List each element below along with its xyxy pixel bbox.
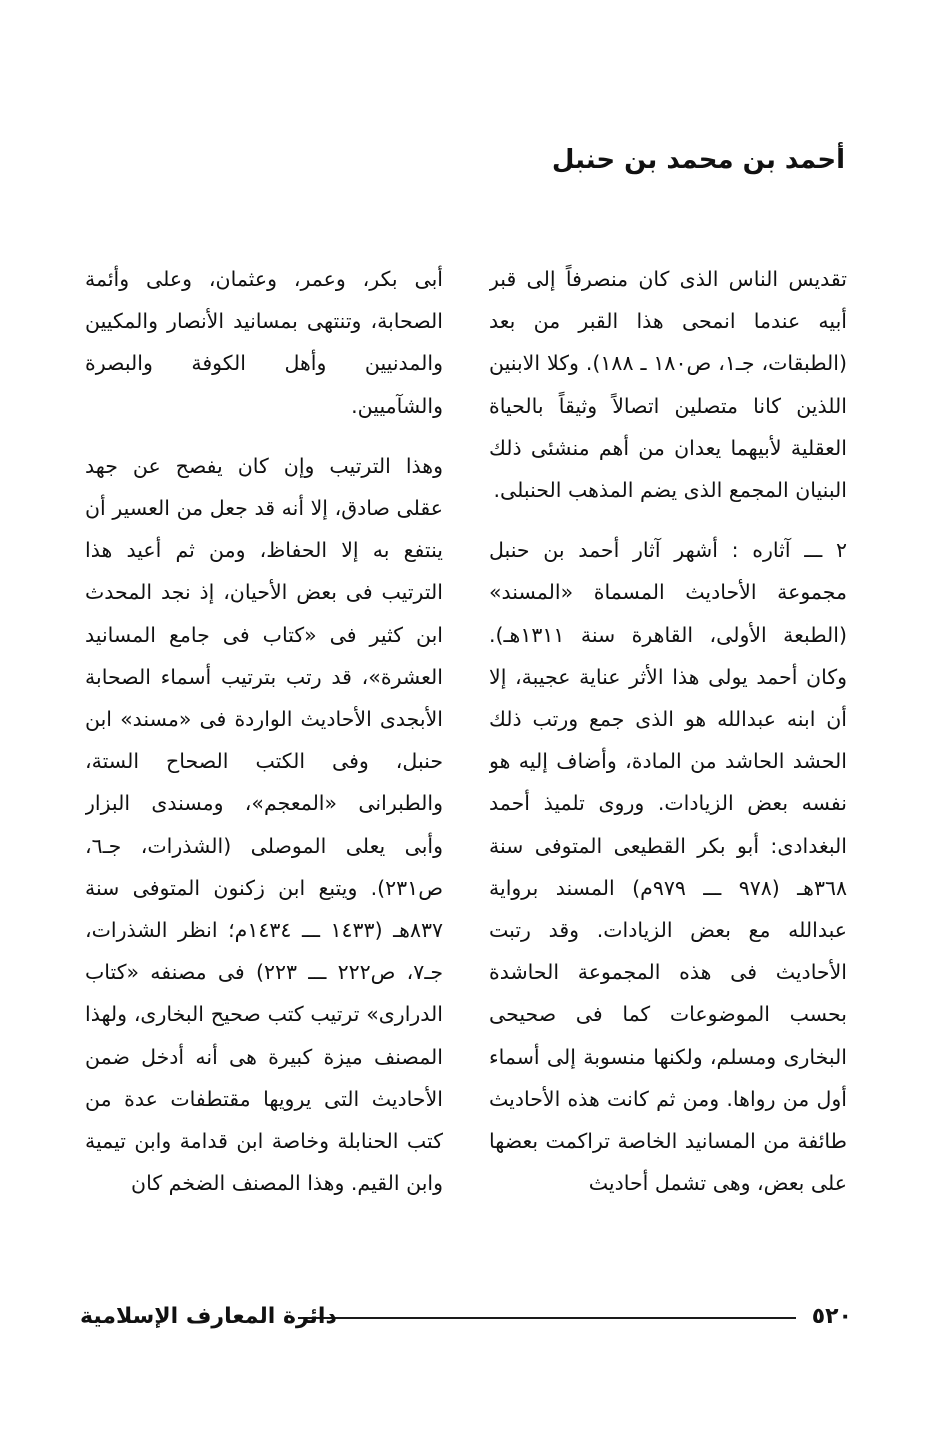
paragraph: تقديس الناس الذى كان منصرفاً إلى قبر أبيه عندما انمحى هذا القبر من بعد (الطبقات، جـ١، ص١٨٠ ـ ١٨٨). وكلا الابنين اللذين كانا متصلين اتصالاً وثيقاً بالحياة العقلية لأبيهما يعدان من أهم منشئى ذلك البنيان المجمع الذى يضم المذهب الحنبلى. <box>489 267 847 503</box>
page-number: ٥٢٠ <box>811 1304 852 1329</box>
paragraph: وهذا الترتيب وإن كان يفصح عن جهد عقلى صادق، إلا أنه قد جعل من العسير أن ينتفع به إلا الحفاظ، ومن ثم أعيد هذا الترتيب فى بعض الأحيان، إذ نجد المحدث ابن كثير فى «كتاب فى جامع المسانيد العشرة»، قد رتب بترتيب أسماء الصحابة الأبجدى الأحاديث الواردة فى «مسند» ابن حنبل، وفى الكتب الصحاح الستة، والطبرانى «المعجم»، ومسندى البزار وأبى يعلى الموصلى (الشذرات، جـ٦، ص٢٣١). ويتبع ابن زكنون المتوفى سنة ٨٣٧هـ (١٤٣٣ ـــ ١٤٣٤م؛ انظر الشذرات، جـ٧، ص٢٢٢ ـــ ٢٢٣) فى مصنفه «كتاب الدرارى» ترتيب كتب صحيح البخارى، ولهذا المصنف ميزة كبيرة هى أنه أدخل ضمن الأحاديث التى يرويها مقتطفات عدة من كتب الحنابلة وخاصة ابن قدامة وابن تيمية وابن القيم. وهذا المصنف الضخم كان <box>85 453 443 1196</box>
running-header-title: أحمد بن محمد بن حنبل <box>551 145 845 175</box>
page-footer <box>80 1295 860 1339</box>
paragraph: أبى بكر، وعمر، وعثمان، وعلى وأئمة الصحابة، وتنتهى بمسانيد الأنصار والمكيين والمدنيين وأهل الكوفة والبصرة والشآميين. <box>85 267 443 418</box>
footer-rule <box>298 1317 796 1319</box>
paragraph: ٢ ـــ آثاره : أشهر آثار أحمد بن حنبل مجموعة الأحاديث المسماة «المسند» (الطبعة الأولى، القاهرة سنة ١٣١١هـ). وكان أحمد يولى هذا الأثر عناية عجيبة، إلا أن ابنه عبدالله هو الذى جمع ورتب ذلك الحشد الحاشد من المادة، وأضاف إليه هو نفسه بعض الزيادات. وروى تلميذ أحمد البغدادى: أبو بكر القطيعى المتوفى سنة ٣٦٨هـ (٩٧٨ ـــ ٩٧٩م) المسند برواية عبدالله مع بعض الزيادات. وقد رتبت الأحاديث فى هذه المجموعة الحاشدة بحسب الموضوعات كما فى صحيحى البخارى ومسلم، ولكنها منسوبة إلى أسماء أول من رواها. ومن ثم كانت هذه الأحاديث طائفة من المسانيد الخاصة تراكمت بعضها على بعض، وهى تشمل أحاديث <box>489 538 847 1196</box>
right-text-column <box>489 258 847 1258</box>
publication-title: دائرة المعارف الإسلامية <box>80 1304 337 1329</box>
left-text-column <box>85 258 443 1258</box>
